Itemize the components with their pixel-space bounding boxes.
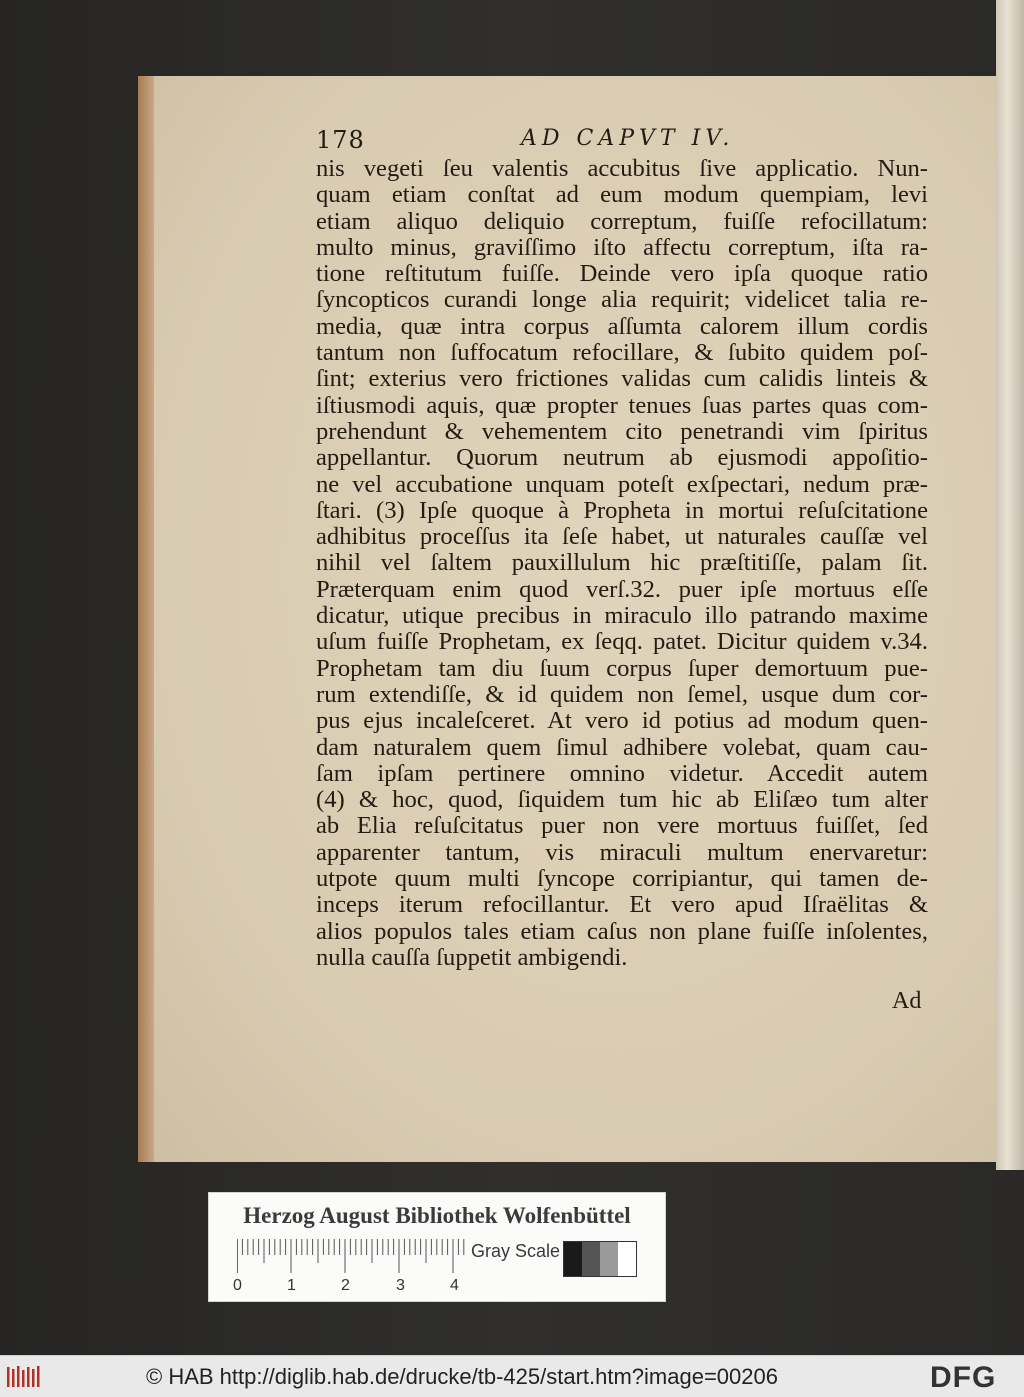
text-line: media, quæ intra corpus aſſumta calorem illum cordis [316,312,928,340]
text-line: apparenter tantum, vis miraculi multum enervaretur: [316,838,928,866]
text-line: dicatur, utique precibus in miraculo illo patrando maxime [316,602,928,630]
text-line: ſint; exterius vero frictiones validas cum calidis linteis & [316,365,928,393]
ruler-number: 1 [287,1277,296,1294]
page-header [316,126,928,156]
text-line: ſam ipſam pertinere omnino videtur. Accedit autem [316,759,928,787]
text-line: nulla cauſſa ſuppetit ambigendi. [316,943,628,971]
viewer-footer [0,1355,1024,1397]
gray-swatch [564,1242,582,1276]
text-line: ab Elia reſuſcitatus puer non vere mortuus fuiſſet, ſed [316,812,928,840]
text-line: iſtiusmodi aquis, quæ propter tenues ſuas partes quas com- [316,391,928,419]
library-name: Herzog August Bibliothek Wolfenbüttel [243,1203,631,1228]
gray-scale-label: Gray Scale [471,1241,561,1261]
text-line: pus ejus incaleſceret. At vero id potius ad modum quen- [316,707,928,735]
gray-swatch [600,1242,618,1276]
text-line: (4) & hoc, quod, ſiquidem tum hic ab Eliſæo tum alter [316,786,928,814]
text-line: alios populos tales etiam caſus non plane fuiſſe inſolentes, [316,917,928,945]
text-line: adhibitus proceſſus ita ſeſe habet, ut naturales cauſſæ vel [316,523,928,551]
text-line: etiam aliquo deliquio correptum, fuiſſe refocillatum: [316,207,928,235]
text-line: inceps iterum refocillantur. Et vero apud Iſraëlitas & [316,891,928,919]
text-line: dam naturalem quem ſimul adhibere volebat, quam cau- [316,733,928,761]
ruler-number: 4 [450,1277,459,1294]
hab-logo-icon [6,1365,44,1389]
text-line: Prophetam tam diu ſuum corpus ſuper demortuum pue- [316,654,928,682]
gray-scale-swatches [563,1241,637,1277]
page-gutter-edge [138,76,154,1162]
text-line: ſyncopticos curandi longe alia requirit; videlicet talia re- [316,286,928,314]
catchword: Ad [892,988,922,1014]
text-line: ne vel accubatione unquam poteſt exſpectari, nedum præ- [316,470,928,498]
scale-ruler [237,1239,465,1273]
gray-swatch [618,1242,636,1276]
body-text [316,156,928,971]
ruler-number: 0 [233,1277,242,1294]
text-line: multo minus, graviſſimo iſto affectu correptum, iſta ra- [316,233,928,261]
text-line: nihil vel ſaltem pauxillulum hic præſtitiſſe, palam ſit. [316,549,928,577]
text-line: ſtari. (3) Ipſe quoque à Propheta in mortui reſuſcitatione [316,496,928,524]
facing-page-edge [996,0,1024,1170]
text-line: uſum fuiſſe Prophetam, ex ſeqq. patet. Dicitur quidem v.34. [316,628,928,656]
ruler-number: 2 [341,1277,350,1294]
color-calibration-card [208,1192,666,1302]
running-head: AD CAPVT IV. [521,126,735,151]
gray-swatch [582,1242,600,1276]
text-line: quam etiam conſtat ad eum modum quempiam, levi [316,181,928,209]
copyright-link[interactable]: © HAB http://diglib.hab.de/drucke/tb-425/start.htm?image=00206 [146,1364,778,1389]
text-line: nis vegeti ſeu valentis accubitus ſive applicatio. Nun- [316,155,928,182]
dfg-logo: DFG [930,1361,997,1394]
text-line: prehendunt & vehementem cito penetrandi vim ſpiritus [316,417,928,445]
text-line: tione reſtitutum fuiſſe. Deinde vero ipſa quoque ratio [316,260,928,288]
text-line: tantum non ſuffocatum refocillare, & ſubito quidem poſ- [316,339,928,367]
text-line: Præterquam enim quod verſ.32. puer ipſe mortuus eſſe [316,575,928,603]
text-line: utpote quum multi ſyncope corripiantur, qui tamen de- [316,865,928,893]
ruler-number: 3 [396,1277,405,1294]
page-number: 178 [316,126,365,154]
text-line: rum extendiſſe, & id quidem non ſemel, usque dum cor- [316,680,928,708]
text-line: appellantur. Quorum neutrum ab ejusmodi appoſitio- [316,444,928,472]
